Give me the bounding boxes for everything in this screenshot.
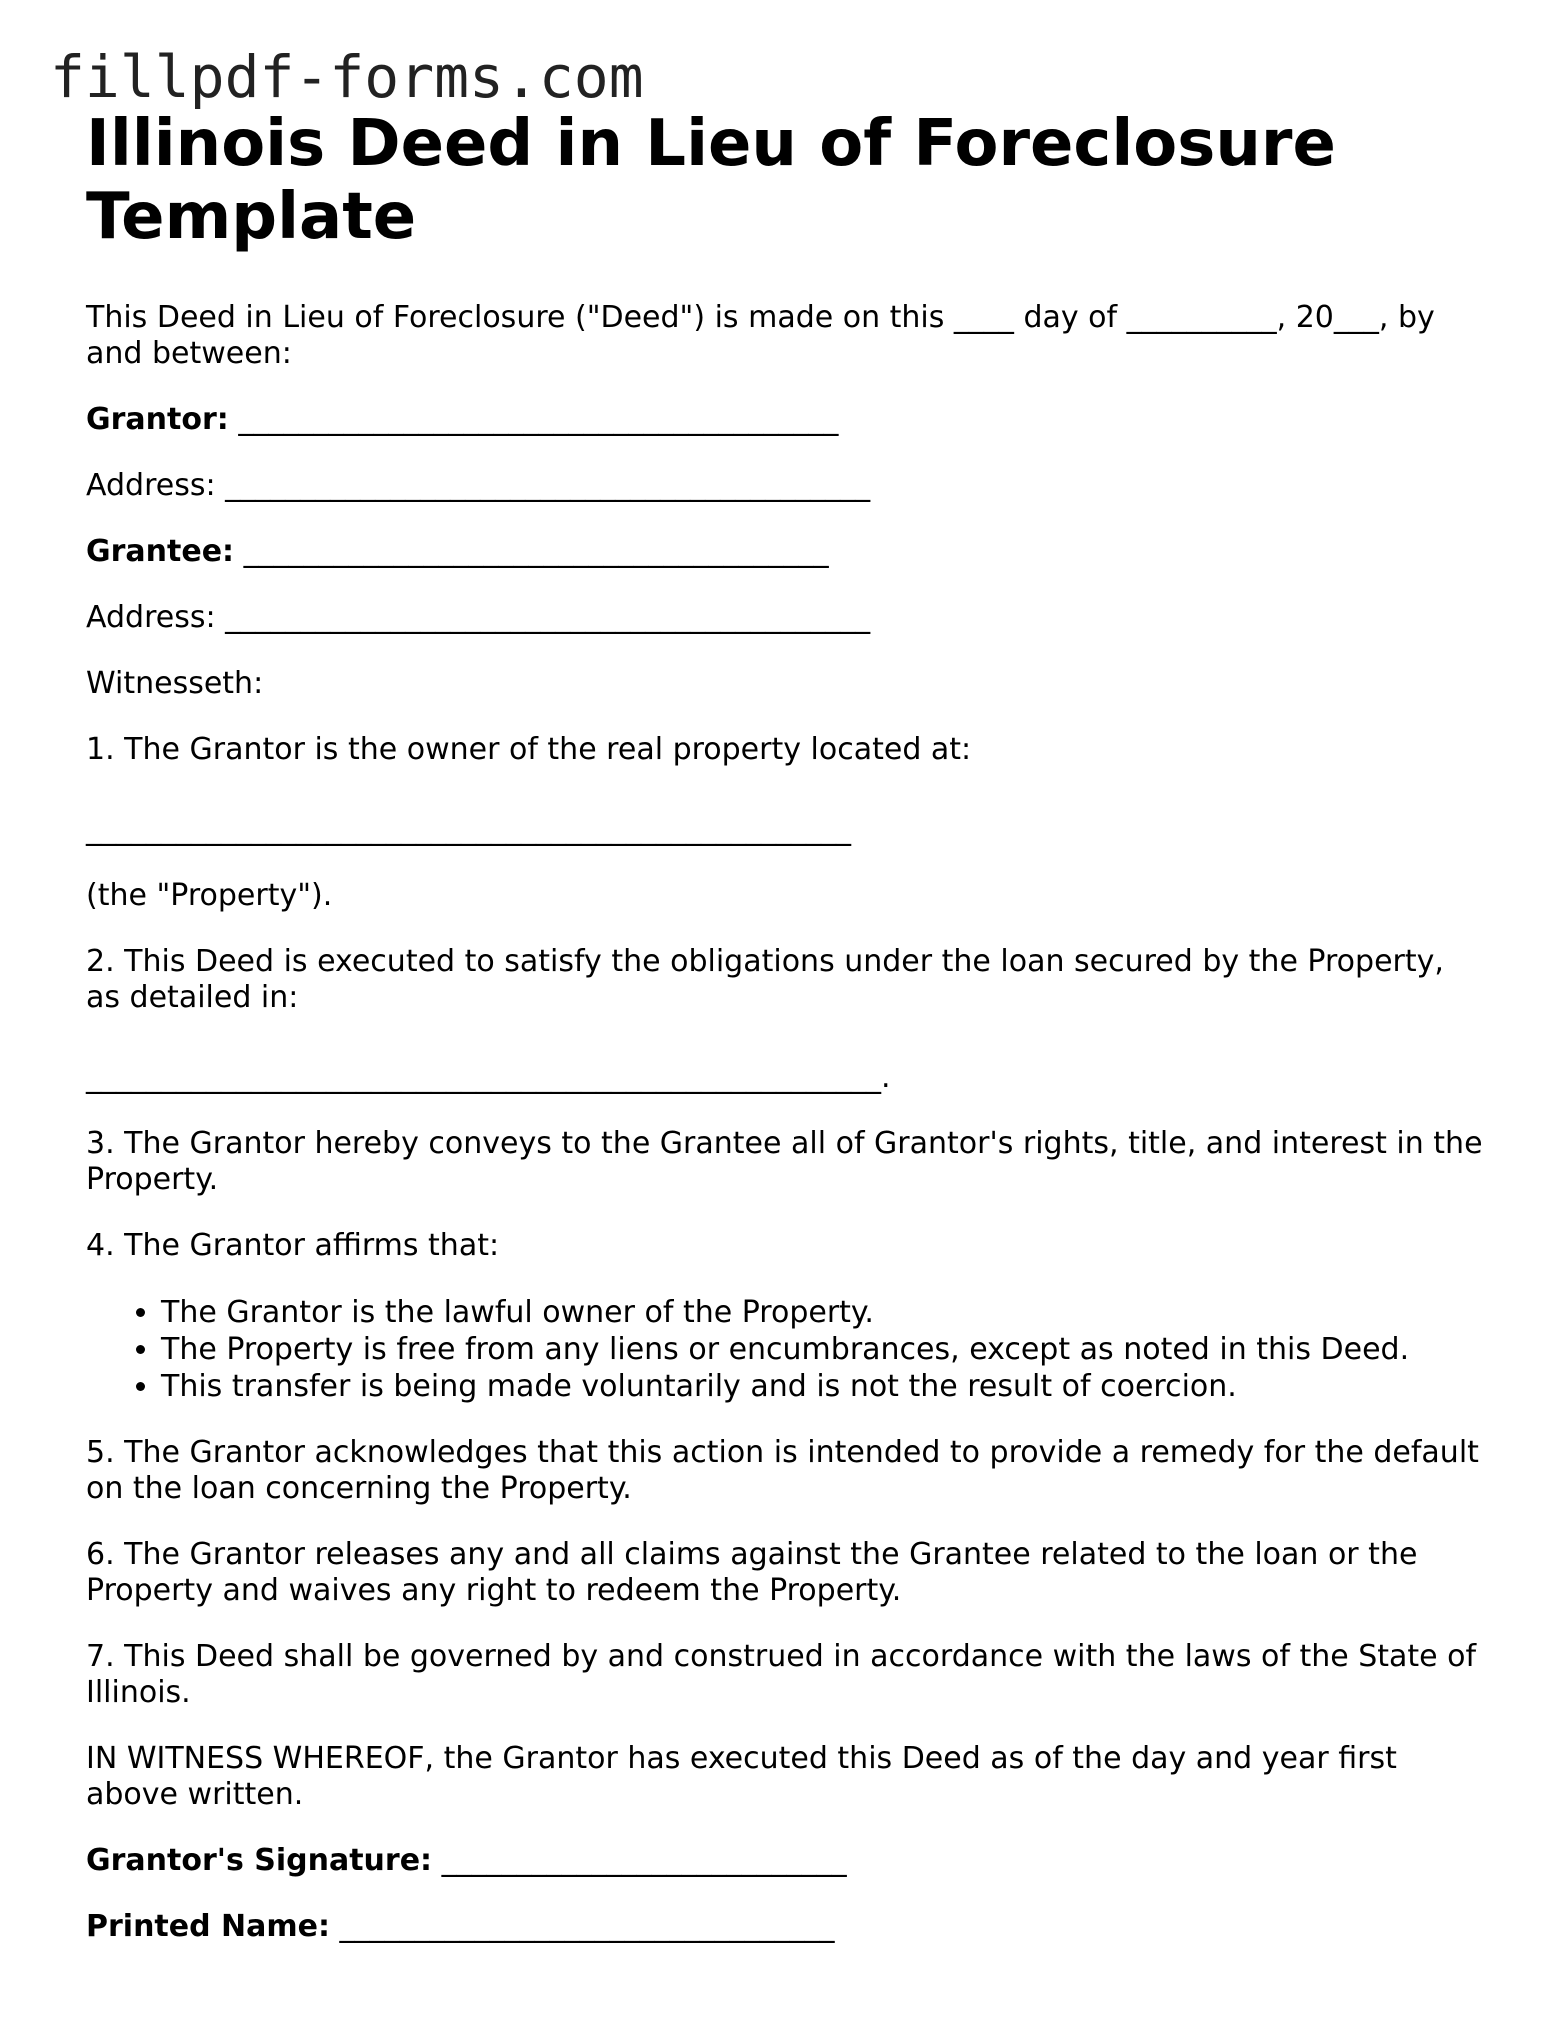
clause-3: 3. The Grantor hereby conveys to the Grantee all of Grantor's rights, title, and interest in the Property. [86,1126,1483,1197]
printed-name-label: Printed Name: [86,1909,330,1944]
grantee-address-field [86,600,1486,636]
affirmations-list [86,1294,1486,1405]
grantee-field [86,534,1486,570]
printed-name-field [86,1909,1486,1945]
grantee-label: Grantee: [86,534,235,569]
grantee-address-line: ___________________________________________ [225,600,871,635]
grantor-address-line: ___________________________________________ [225,468,871,503]
clause-7: 7. This Deed shall be governed by and construed in accordance with the laws of the State of Illinois. [86,1639,1477,1710]
clause-2: 2. This Deed is executed to satisfy the obligations under the loan secured by the Property, as detailed in: [86,944,1444,1015]
document-title: Illinois Deed in Lieu of Foreclosure Template [86,107,1336,254]
intro-paragraph: This Deed in Lieu of Foreclosure ("Deed") is made on this ____ day of __________, 20___, by and between: [86,300,1435,371]
witness-paragraph: IN WITNESS WHEREOF, the Grantor has executed this Deed as of the day and year first above written. [86,1741,1397,1812]
loan-details-line: _____________________________________________________. [86,1060,891,1095]
signature-field [86,1843,1486,1879]
property-address-line: ___________________________________________________ [86,812,851,847]
grantee-address-label: Address: [86,600,216,635]
signature-label: Grantor's Signature: [86,1843,433,1878]
list-item: • This transfer is being made voluntarily and is not the result of coercion. [161,1368,1486,1405]
signature-line: ___________________________ [441,1843,847,1878]
clause-5: 5. The Grantor acknowledges that this action is intended to provide a remedy for the default on the loan concerning the Property. [86,1435,1479,1506]
printed-name-line: _________________________________ [339,1909,835,1944]
property-note: (the "Property"). [86,878,333,913]
grantor-address-label: Address: [86,468,216,503]
grantee-line: _______________________________________ [243,534,829,569]
document-body [86,108,1486,1975]
clause-1: 1. The Grantor is the owner of the real property located at: [86,732,972,767]
grantor-field [86,402,1486,438]
grantor-label: Grantor: [86,402,229,437]
list-item: • The Property is free from any liens or encumbrances, except as noted in this Deed. [161,1331,1486,1368]
witnesseth-heading: Witnesseth: [86,666,264,701]
list-item: • The Grantor is the lawful owner of the Property. [161,1294,1486,1331]
clause-6: 6. The Grantor releases any and all claims against the Grantee related to the loan or the Property and waives any right to redeem the Property. [86,1537,1418,1608]
grantor-line: ________________________________________ [238,402,839,437]
grantor-address-field [86,468,1486,504]
watermark: fillpdf-forms.com [50,43,644,111]
clause-4: 4. The Grantor affirms that: [86,1228,500,1263]
